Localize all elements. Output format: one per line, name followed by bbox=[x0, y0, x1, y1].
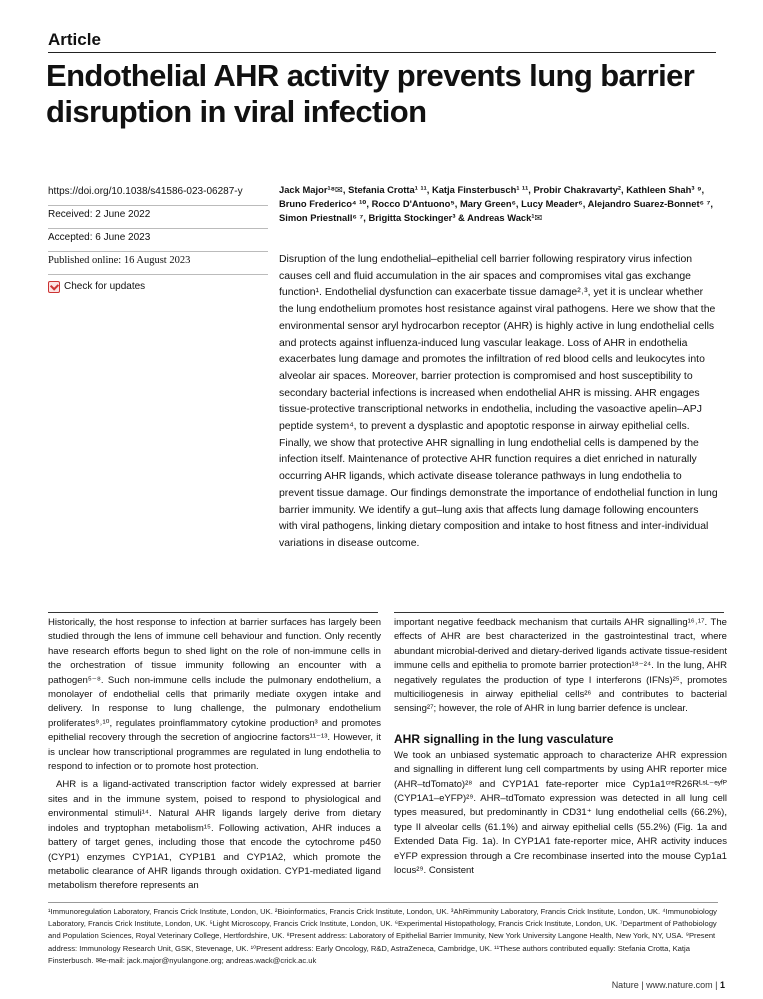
author-list: Jack Major¹⁸✉, Stefania Crotta¹ ¹¹, Katja Finsterbusch¹ ¹¹, Probir Chakravarty², Kathleen Shah³ ⁹, Bruno Frederico⁴ ¹⁰, Rocco D'Antuono⁵, Mary Green⁶, Lucy Meader⁶, Alejandro Suarez-Bonnet⁶ ⁷, Simon Priestnall⁶ ⁷, Brigitta Stockinger³ & Andreas Wack¹✉ bbox=[279, 184, 713, 223]
body-paragraph: Historically, the host response to infection at barrier surfaces has largely been studied through the lens of immune cell behaviour and function. Only recently have research efforts begun to shed light on the role of non-immune cells in the orchestration of tissue immunity following an encounter with a pathogen⁵⁻⁸. Such non-immune cells include the pulmonary endothelium, a monolayer of endothelial cells that primarily mediate oxygen intake and delivery. In response to lung challenge, the pulmonary endothelium proliferates⁹˒¹⁰, regulates proinflammatory cytokine production³ and promotes epithelial recovery through the secretion of angiocrine factors¹¹⁻¹³. However, it is unclear how transcriptional programmes are regulated in lung endothelia to respond to infection or to promote host protection. bbox=[48, 617, 381, 773]
article-meta bbox=[48, 183, 268, 297]
journal-url[interactable]: www.nature.com bbox=[646, 980, 713, 990]
body-column-right bbox=[394, 616, 727, 879]
body-paragraph: important negative feedback mechanism that curtails AHR signalling¹⁶˒¹⁷. The effects of AHR are best characterized in the gastrointestinal tract, where abundant microbial-derived and dietary-derived ligands activate tissue-resident immune cells and epithelia to promote barrier protection¹⁸⁻²⁴. In the lung, AHR negatively regulates the production of type I interferons (IFNs)²⁵, promotes multiciliogenesis in airway epithelial cells²⁶ and contributes to bacterial sensing²⁷; however, the role of AHR in lung barrier defence is unclear. bbox=[394, 617, 727, 715]
article-title: Endothelial AHR activity prevents lung barrier disruption in viral infection bbox=[46, 58, 695, 129]
top-rule bbox=[48, 52, 716, 53]
journal-name: Nature bbox=[611, 980, 639, 990]
section-label: Article bbox=[48, 30, 101, 49]
page-number: 1 bbox=[719, 980, 725, 990]
footer-separator: | bbox=[641, 980, 644, 990]
received-date: Received: 2 June 2022 bbox=[48, 206, 268, 229]
check-updates-label: Check for updates bbox=[64, 281, 146, 292]
footnote-rule bbox=[48, 902, 718, 903]
doi-link[interactable]: https://doi.org/10.1038/s41586-023-06287-y bbox=[48, 183, 268, 206]
check-updates-icon bbox=[48, 281, 60, 293]
divider-left bbox=[48, 612, 378, 613]
published-date: Published online: 16 August 2023 bbox=[48, 252, 268, 275]
body-paragraph: We took an unbiased systematic approach to characterize AHR expression and signalling in different lung cell compartments by using AHR reporter mice (AHR–tdTomato)²⁸ and CYP1A1 fate-reporter mice Cyp1a1ᶜʳᵉR26Rᴸˢᴸ⁻ᵉʸᶠᴾ (CYP1A1–eYFP)²⁹. AHR–tdTomato expression was detected in all lung cell types measured, but predominantly in CD31⁺ lung endothelial cells (66.2%), type II alveolar cells (61.1%) and airway epithelial cells (55.2%) (Fig. 1a and Extended Data Fig. 1a). In CYP1A1 fate-reporter mice, AHR activity induces eYFP expression through a Cre recombinase inserted into the mouse Cyp1a1 locus²⁹. Consistent bbox=[394, 749, 727, 877]
accepted-date: Accepted: 6 June 2023 bbox=[48, 229, 268, 252]
body-column-left bbox=[48, 616, 381, 894]
section-heading: AHR signalling in the lung vasculature bbox=[394, 731, 614, 746]
divider-right bbox=[394, 612, 724, 613]
affiliations-footnotes: ¹Immunoregulation Laboratory, Francis Crick Institute, London, UK. ²Bioinformatics, Francis Crick Institute, London, UK. ³AhRimmunity Laboratory, Francis Crick Institute, London, UK. ⁴Immunobiology Laboratory, Francis Crick Institute, London, UK. ⁵Light Microscopy, Francis Crick Institute, London, UK. ⁶Experimental Histopathology, Francis Crick Institute, London, UK. ⁷Department of Pathobiology and Population Sciences, Royal Veterinary College, Hertfordshire, UK. ⁸Present address: Laboratory of Epithelial Barrier Immunity, New York University Langone Health, New York, NY, USA. ⁹Present address: Immunology Research Unit, GSK, Stevenage, UK. ¹⁰Present address: Early Oncology, R&D, AstraZeneca, Cambridge, UK. ¹¹These authors contributed equally: Stefania Crotta, Katja Finsterbusch. ✉e-mail: jack.major@nyulangone.org; andreas.wack@crick.ac.uk bbox=[48, 907, 717, 965]
page-footer bbox=[612, 980, 725, 990]
abstract: Disruption of the lung endothelial–epithelial cell barrier following respiratory virus infection causes cell and fluid accumulation in the air spaces and compromises vital gas exchange function¹. Endothelial dysfunction can exacerbate tissue damage²˒³, yet it is unclear whether the lung endothelium promotes host resistance against viral pathogens. Here we show that the environmental sensor aryl hydrocarbon receptor (AHR) is highly active in lung endothelial cells and protects against influenza-induced lung vascular leakage. Loss of AHR in endothelia exacerbates lung damage and promotes the infiltration of red blood cells and leukocytes into alveolar air spaces. Moreover, barrier protection is compromised and host susceptibility to secondary bacterial infections is increased when endothelial AHR is missing. AHR engages tissue-protective transcriptional networks in endothelia, including the vasoactive apelin–APJ peptide system⁴, to prevent a dysplastic and apoptotic response in airway epithelial cells. Finally, we show that protective AHR signalling in lung endothelial cells is dampened by the infection itself. Maintenance of protective AHR function requires a diet enriched in naturally occurring AHR ligands, which activate disease tolerance pathways in lung endothelia to prevent tissue damage. Our findings demonstrate the importance of endothelial function in lung barrier immunity. We identify a gut–lung axis that affects lung damage following encounters with viral pathogens, linking dietary composition and intake to host fitness and inter-individual variations in disease outcome. bbox=[279, 254, 718, 549]
footer-separator: | bbox=[715, 980, 718, 990]
check-updates-button[interactable] bbox=[48, 275, 268, 297]
body-paragraph: AHR is a ligand-activated transcription factor widely expressed at barrier sites and in the immune system, poised to respond to physiological and environmental stimuli¹⁴. Natural AHR ligands largely derive from dietary indoles and tryptophan metabolism¹⁵. Following activation, AHR induces a battery of target genes, including those that encode the cytochrome p450 (CYP1) enzymes CYP1A1, CYP1B1 and CYP1A2, which promote the metabolic clearance of AHR ligands through oxidation. CYP1-mediated ligand metabolism therefore represents an bbox=[48, 779, 381, 892]
